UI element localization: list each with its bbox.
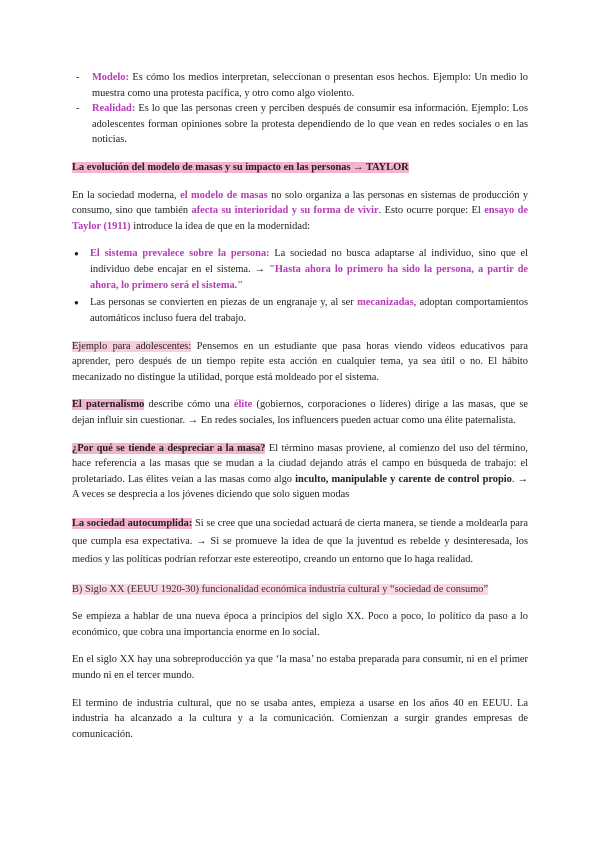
text-run: no solo organiza a las personas en sistemas de producción y consumo, sino que también [72, 189, 529, 217]
highlight-label: ¿Por qué se tiende a despreciar a la masa? [72, 442, 266, 454]
paragraph-masa [72, 441, 528, 503]
heading-text: B) Siglo XX (EEUU 1920-30) funcionalidad económica industria cultural y “sociedad de consumo” [72, 583, 489, 595]
quote: "Hasta ahora lo primero ha sido la persona, a partir de ahora, lo primero será el sistema." [90, 264, 528, 291]
emphasis: ensayo de Taylor (1911) [72, 205, 528, 232]
text-run: La sociedad no busca adaptarse al individuo, sino que el individuo debe encajar en el sistema. → [90, 248, 528, 276]
term-text: Es lo que las personas creen y perciben después de consumir esa información. Ejemplo: Los adolescentes forman opiniones sobre la protesta dependiendo de lo que vean en redes sociales o en las noticias. [92, 103, 528, 146]
list-item-modelo [92, 70, 528, 101]
text-run: . → A veces se desprecia a los jóvenes diciendo que solo siguen modas [72, 473, 528, 501]
bullet-sistema [90, 246, 528, 293]
bullet-engranaje [90, 295, 528, 326]
text-run: Pensemos en un estudiante que pasa horas viendo videos educativos para aprender, pero después de un tiempo repite esta acción en cualquier tema, ya sea útil o no. El hábito mecanizado no distingue la utilidad, porque está moldeado por el sistema. [72, 340, 528, 383]
paragraph-paternalismo [72, 397, 528, 428]
bullet-list [72, 246, 528, 326]
bold-text: inculto, manipulable y carente de control propio [295, 473, 512, 485]
text-run: Las personas se convierten en piezas de un engranaje y, al ser [90, 297, 358, 309]
section-heading-taylor [72, 160, 528, 176]
highlight-label: Ejemplo para adolescentes: [72, 340, 192, 352]
text-run: (gobiernos, corporaciones o líderes) dirige a las masas, que se dejan influir sin cuestionar. → En redes sociales, los influencers pueden actuar como una élite paternalista. [72, 399, 528, 426]
highlight-label: El paternalismo [72, 399, 145, 411]
paragraph-sobreproduccion: En el siglo XX hay una sobreproducción ya que ‘la masa’ no estaba preparada para consumir, ni en el primer mundo ni en el tercer mundo. [72, 654, 528, 682]
text-run: , adoptan comportamientos automáticos incluso fuera del trabajo. [90, 297, 528, 324]
term-label: Modelo: [92, 72, 129, 83]
dash-list [72, 70, 528, 148]
text-run: Si se cree que una sociedad actuará de cierta manera, se tiende a moldearla para que cumpla esa expectativa. → Si se promueve la idea de que la juventud es rebelde y desinteresada, los medios y las políticas podrían reforzar este estereotipo, creando un entorno que lo haga realidad. [72, 518, 528, 566]
paragraph-ejemplo [72, 339, 528, 386]
emphasis: mecanizadas [357, 297, 414, 309]
term-label: Realidad: [92, 103, 136, 115]
section-heading-siglo-xx [72, 582, 528, 598]
text-run: El término masas proviene, al comienzo del uso del término, hace referencia a las masas que se mudan a la ciudad dejando atrás el campo en búsqueda de trabajo: el proletariado. Las élites veían a las masas como algo [72, 442, 528, 485]
list-item-realidad [92, 101, 528, 148]
paragraph-siglo: Se empieza a hablar de una nueva época a principios del siglo XX. Poco a poco, lo político da paso a lo económico, que cobra una importancia enorme en lo social. [72, 611, 528, 638]
emphasis: afecta su interioridad y su forma de vivir [191, 205, 379, 217]
term-text: Es cómo los medios interpretan, seleccionan o presentan esos hechos. Ejemplo: Un medio lo muestra como una protesta pacífica, y otro como algo violento. [92, 72, 528, 99]
paragraph-industria-cultural: El termino de industria cultural, que no se usaba antes, empieza a usarse en los años 40 en EEUU. La industria ha alcanzado a la cultura y a la comunicación. Comienzan a surgir grandes empresas de comunicación. [72, 697, 528, 740]
emphasis: élite [233, 399, 253, 411]
text-run: introduce la idea de que en la modernidad: [130, 220, 311, 232]
emphasis: el modelo de masas [180, 189, 268, 201]
text-run: describe cómo una [144, 399, 234, 411]
paragraph-modelo-masas [72, 188, 528, 235]
highlight-label: La sociedad autocumplida: [72, 518, 193, 530]
text-run: En la sociedad moderna, [72, 189, 181, 201]
text-run: . Esto ocurre porque: El [378, 205, 485, 217]
paragraph-autocumplida [72, 515, 528, 570]
heading-text: La evolución del modelo de masas y su impacto en las personas → TAYLOR [72, 162, 409, 174]
emphasis: El sistema prevalece sobre la persona: [90, 248, 270, 260]
